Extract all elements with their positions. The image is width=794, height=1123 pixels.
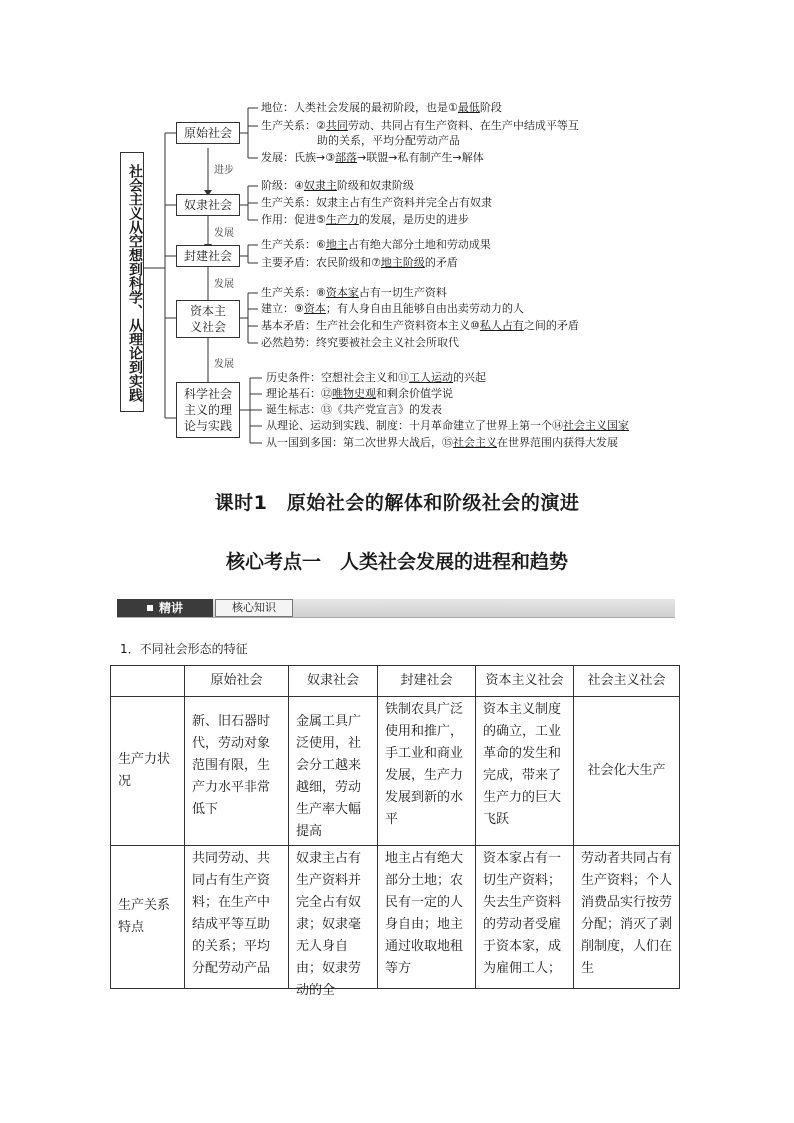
table-cell-text: 地主占有绝大部分土地；农民有一定的人身自由；地主通过收取地租等方 bbox=[385, 851, 464, 976]
slave-relation-line: 生产关系：奴隶主占有生产资料并完全占有奴隶 bbox=[261, 196, 492, 209]
table-header-cell: 资本主义社会 bbox=[476, 666, 574, 697]
table-header-cell bbox=[111, 666, 185, 697]
table-cell: 铁制农具广泛使用和推广，手工业和商业发展，生产力发展到新的水平 bbox=[378, 697, 476, 846]
table-row bbox=[111, 697, 680, 846]
node-scientific-socialism: 科学社会主义的理论与实践 bbox=[176, 382, 240, 438]
slave-class-line: 阶级：④奴隶主阶级和奴隶阶级 bbox=[261, 179, 414, 192]
capitalist-contradiction-line: 基本矛盾：生产社会化和生产资料资本主义⑩私人占有之间的矛盾 bbox=[261, 319, 579, 332]
feudal-relation-line: 生产关系：⑥地主占有绝大部分土地和劳动成果 bbox=[261, 238, 491, 251]
primitive-development-line: 发展：氏族→③部落→联盟→私有制产生→解体 bbox=[261, 151, 484, 164]
arrow-label-develop: 发展 bbox=[214, 228, 234, 239]
node-capitalist-society: 资本主义社会 bbox=[176, 300, 240, 338]
table-cell-text: 劳动者共同占有生产资料；个人消费品实行按劳分配；消灭了剥削制度，人们在生 bbox=[581, 851, 673, 976]
arrow-label-progress: 进步 bbox=[214, 165, 234, 176]
table-cell-text: 奴隶主占有生产资料并完全占有奴隶；奴隶毫无人身自由；奴隶劳动的全 bbox=[296, 851, 362, 998]
table-header-cell: 奴隶社会 bbox=[289, 666, 378, 697]
table-row bbox=[111, 846, 680, 989]
primitive-status-line: 地位：人类社会发展的最初阶段，也是①最低阶段 bbox=[261, 101, 502, 114]
mind-map-root: 社会主义从空想到科学、从理论到实践 bbox=[120, 152, 144, 412]
arrow-label-develop: 发展 bbox=[214, 279, 234, 290]
table-cell bbox=[476, 846, 574, 989]
table-header-cell: 封建社会 bbox=[378, 666, 476, 697]
capitalist-relation-line: 生产关系：⑧资本家占有一切生产资料 bbox=[261, 286, 447, 299]
section-band bbox=[117, 599, 675, 618]
table-cell: 资本主义制度的确立，工业革命的发生和完成，带来了生产力的巨大飞跃 bbox=[476, 697, 574, 846]
table-cell: 社会化大生产 bbox=[574, 697, 680, 846]
table-header-cell: 原始社会 bbox=[185, 666, 289, 697]
socialism-practice-line: 从理论、运动到实践、制度：十月革命建立了世界上第一个⑭社会主义国家 bbox=[266, 419, 629, 432]
lesson-title: 课时1 原始社会的解体和阶级社会的演进 bbox=[214, 492, 580, 514]
table-cell bbox=[289, 846, 378, 998]
table-cell: 金属工具广泛使用，社会分工越来越细，劳动生产率大幅提高 bbox=[289, 697, 378, 846]
socialism-expansion-line: 从一国到多国：第二次世界大战后，⑮社会主义在世界范围内获得大发展 bbox=[266, 436, 618, 449]
row-label: 生产力状况 bbox=[111, 697, 185, 846]
table-header-row bbox=[111, 666, 680, 697]
mind-map bbox=[0, 0, 794, 470]
society-features-table bbox=[110, 665, 680, 998]
table-cell bbox=[378, 846, 476, 989]
socialism-birth-line: 诞生标志：⑬《共产党宣言》的发表 bbox=[266, 403, 442, 416]
table-cell-text: 资本家占有一切生产资料；失去生产资料的劳动者受雇于资本家，成为雇佣工人； bbox=[483, 851, 562, 976]
table-cell bbox=[574, 846, 680, 989]
arrow-label-develop: 发展 bbox=[214, 359, 234, 370]
row-label: 生产关系特点 bbox=[111, 846, 185, 989]
table-header-cell: 社会主义社会 bbox=[574, 666, 680, 697]
socialism-foundation-line: 理论基石：⑫唯物史观和剩余价值学说 bbox=[266, 387, 453, 400]
node-feudal-society: 封建社会 bbox=[176, 245, 240, 267]
socialism-condition-line: 历史条件：空想社会主义和⑪工人运动的兴起 bbox=[266, 371, 486, 384]
primitive-relation-line-cont: 助的关系，平均分配劳动产品 bbox=[317, 134, 460, 147]
node-slave-society: 奴隶社会 bbox=[176, 194, 240, 216]
table-cell bbox=[185, 846, 289, 989]
band-tag-core-knowledge: 核心知识 bbox=[215, 599, 293, 617]
capitalist-establish-line: 建立：⑨资本；有人身自由且能够自由出卖劳动力的人 bbox=[261, 302, 524, 315]
section-title: 核心考点一 人类社会发展的进程和趋势 bbox=[225, 551, 568, 573]
feudal-contradiction-line: 主要矛盾：农民阶级和⑦地主阶级的矛盾 bbox=[261, 256, 458, 269]
table-cell: 新、旧石器时代，劳动对象范围有限，生产力水平非常低下 bbox=[185, 697, 289, 846]
square-icon bbox=[147, 605, 153, 611]
subsection-title: 1．不同社会形态的特征 bbox=[120, 642, 248, 656]
capitalist-trend-line: 必然趋势：终究要被社会主义社会所取代 bbox=[261, 336, 459, 349]
table-cell-text: 共同劳动、共同占有生产资料；在生产中结成平等互助的关系；平均分配劳动产品 bbox=[192, 851, 271, 976]
band-tag-lecture: 精讲 bbox=[117, 599, 213, 617]
primitive-relation-line: 生产关系：②共同劳动、共同占有生产资料、在生产中结成平等互 bbox=[261, 119, 579, 132]
node-primitive-society: 原始社会 bbox=[176, 122, 240, 144]
slave-role-line: 作用：促进⑤生产力的发展，是历史的进步 bbox=[261, 213, 469, 226]
